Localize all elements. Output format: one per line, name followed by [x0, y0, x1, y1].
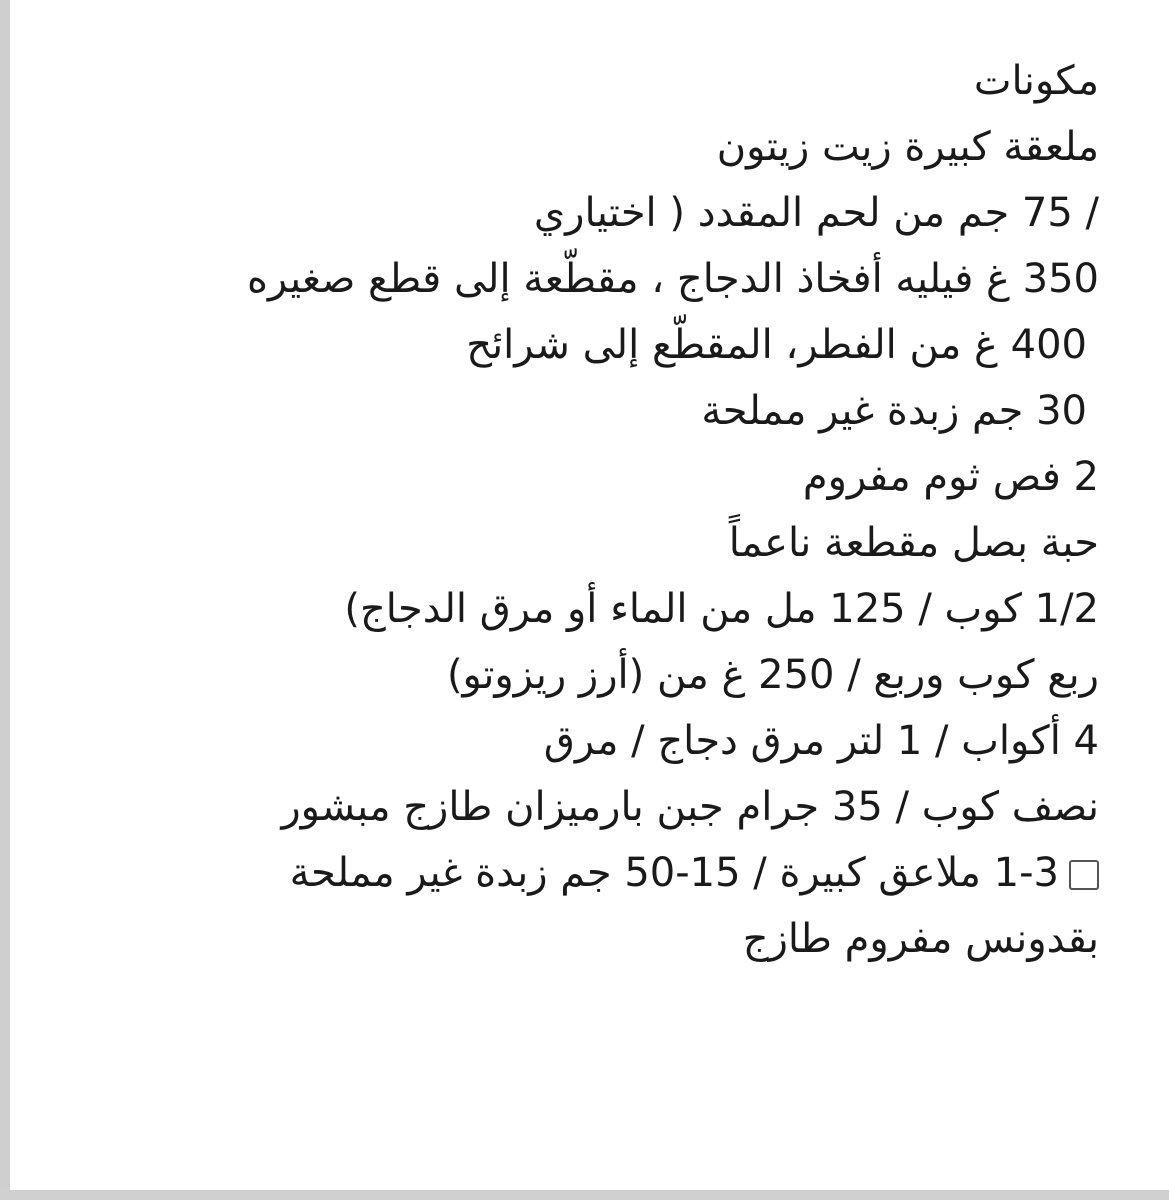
ingredient-onion: حبة بصل مقطعة ناعماً [728, 520, 1099, 566]
checkbox[interactable] [1069, 860, 1099, 890]
ingredient-bacon: / 75 جم من لحم المقدد ( اختياري [533, 190, 1099, 236]
ingredient-parsley: بقدونس مفروم طازج [742, 916, 1099, 962]
ingredient-butter: 30 جم زبدة غير مملحة [701, 388, 1087, 434]
left-edge-bar [0, 0, 10, 1200]
ingredient-garlic: 2 فص ثوم مفروم [802, 454, 1099, 500]
ingredient-chicken-stock: 4 أكواب / 1 لتر مرق دجاج / مرق [543, 718, 1099, 764]
ingredient-mushrooms: 400 غ من الفطر، المقطّع إلى شرائح [466, 322, 1087, 368]
ingredient-water-or-broth: 1/2 كوب / 125 مل من الماء أو مرق الدجاج) [344, 586, 1099, 632]
ingredient-risotto-rice: ربع كوب وربع / 250 غ من (أرز ريزوتو) [446, 652, 1099, 698]
recipe-ingredients-document [39, 48, 1099, 972]
bottom-edge-bar [0, 1190, 1169, 1200]
ingredient-parmesan: نصف كوب / 35 جرام جبن بارميزان طازج مبشور [281, 784, 1099, 830]
ingredient-butter-extra: 1-3 ملاعق كبيرة / 15-50 جم زبدة غير مملحة [289, 850, 1059, 896]
ingredient-chicken-thighs: 350 غ فيليه أفخاذ الدجاج ، مقطّعة إلى قطع صغيره [246, 256, 1099, 302]
ingredient-olive-oil: ملعقة كبيرة زيت زيتون [716, 124, 1099, 170]
ingredient-row-with-checkbox [39, 840, 1099, 906]
section-title: مكونات [973, 58, 1099, 104]
